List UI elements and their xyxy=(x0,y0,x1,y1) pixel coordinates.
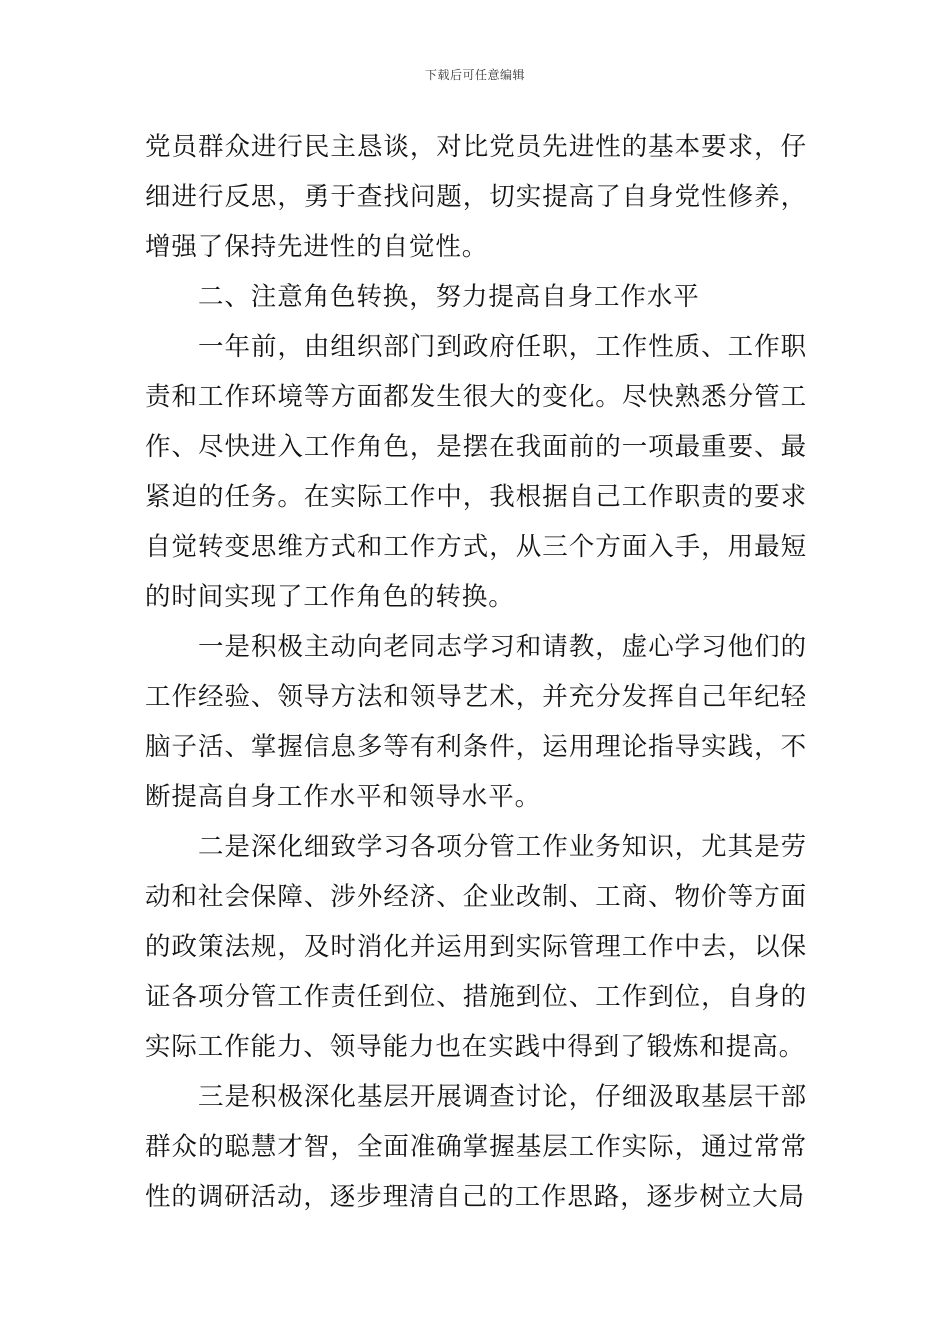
paragraph-point-two: 二是深化细致学习各项分管工作业务知识，尤其是劳动和社会保障、涉外经济、企业改制、工商、物价等方面的政策法规，及时消化并运用到实际管理工作中去，以保证各项分管工作责任到位、措施到位、工作到位，自身的实际工作能力、领导能力也在实践中得到了锻炼和提高。 xyxy=(145,832,807,1062)
document-body xyxy=(145,122,807,1222)
paragraph-continuation: 党员群众进行民主恳谈，对比党员先进性的基本要求，仔细进行反思，勇于查找问题，切实提高了自身党性修养，增强了保持先进性的自觉性。 xyxy=(145,132,807,262)
paragraph-point-one: 一是积极主动向老同志学习和请教，虚心学习他们的工作经验、领导方法和领导艺术，并充分发挥自己年纪轻脑子活、掌握信息多等有利条件，运用理论指导实践，不断提高自身工作水平和领导水平。 xyxy=(145,632,807,812)
header-note: 下载后可任意编辑 xyxy=(424,68,525,82)
section-heading: 二、注意角色转换，努力提高自身工作水平 xyxy=(198,282,700,312)
paragraph-point-three: 三是积极深化基层开展调查讨论，仔细汲取基层干部群众的聪慧才智，全面准确掌握基层工作实际，通过常常性的调研活动，逐步理清自己的工作思路，逐步树立大局 xyxy=(145,1082,807,1212)
paragraph-role-change: 一年前，由组织部门到政府任职，工作性质、工作职责和工作环境等方面都发生很大的变化。尽快熟悉分管工作、尽快进入工作角色，是摆在我面前的一项最重要、最紧迫的任务。在实际工作中，我根据自己工作职责的要求自觉转变思维方式和工作方式，从三个方面入手，用最短的时间实现了工作角色的转换。 xyxy=(145,332,807,612)
